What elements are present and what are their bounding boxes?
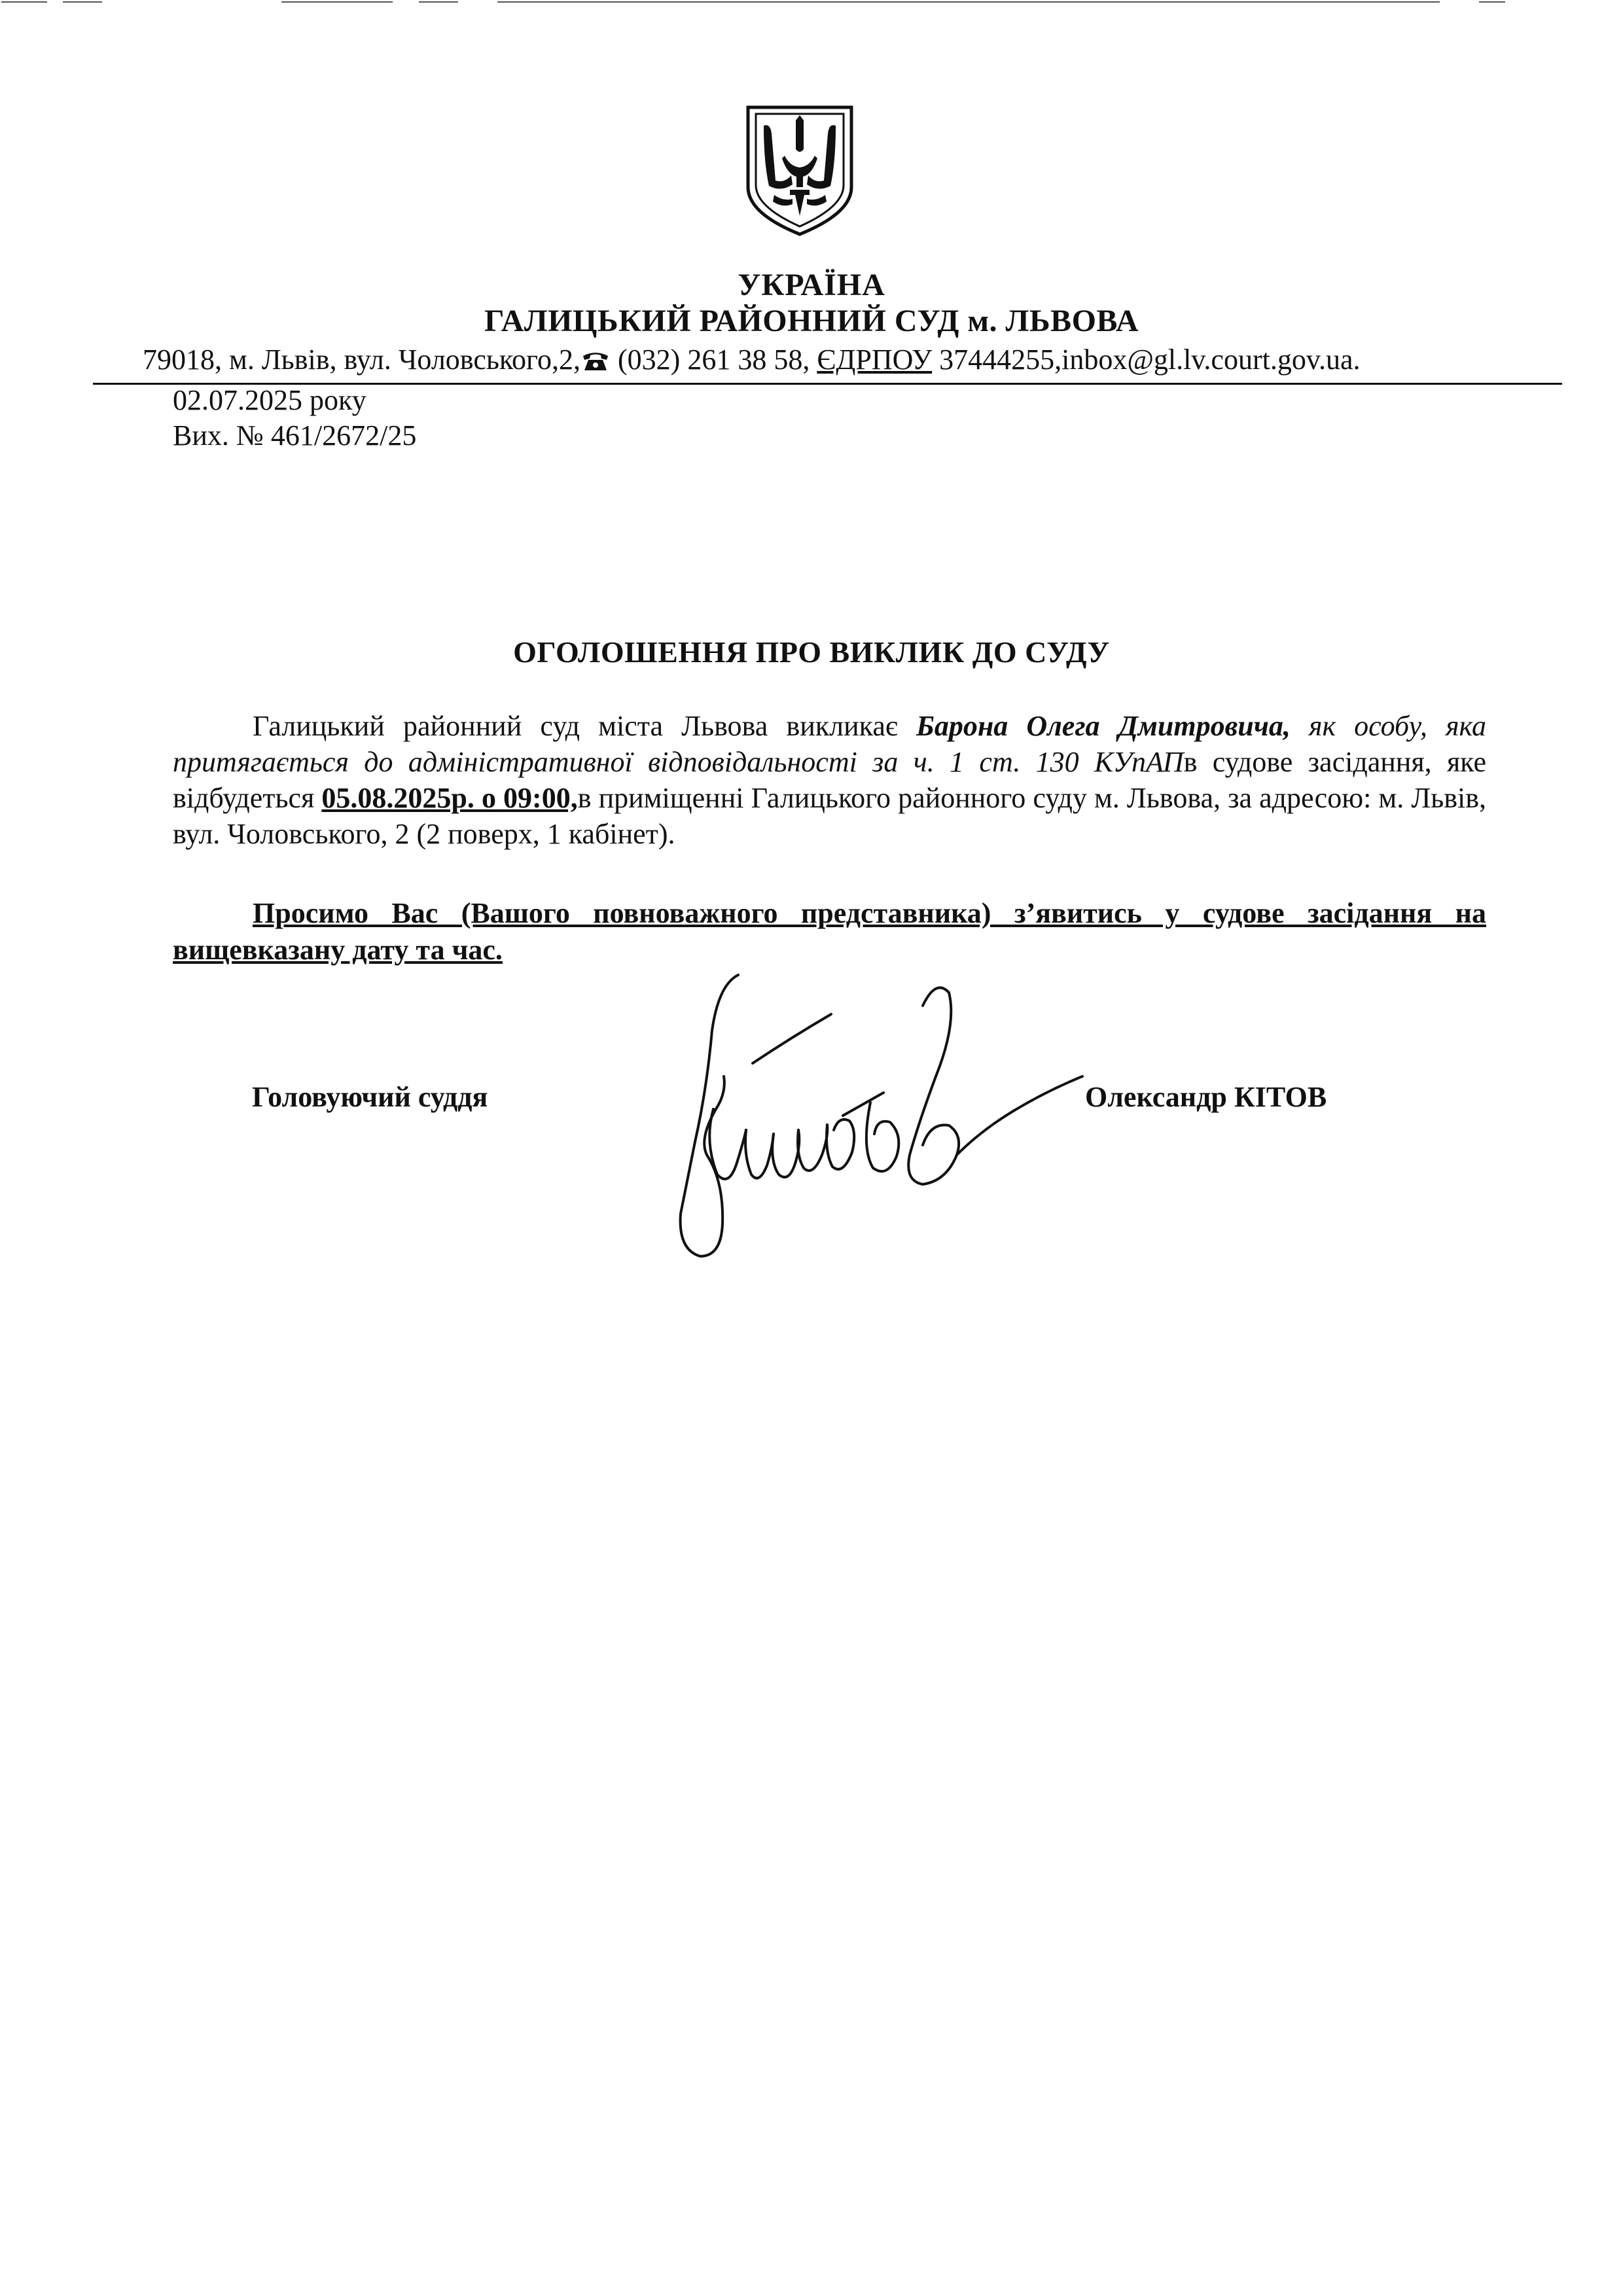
scan-edge-artifact bbox=[0, 0, 1623, 5]
telephone-icon bbox=[580, 349, 611, 372]
edrpou-code: 37444255 bbox=[939, 344, 1055, 376]
notice-title: ОГОЛОШЕННЯ ПРО ВИКЛИК ДО СУДУ bbox=[513, 635, 1110, 669]
signer-role: Головуючий суддя bbox=[252, 1081, 488, 1113]
hearing-location: в приміщенні Галицького районного суду м. Львова, за адресою: м. Львів, вул. Чоловського, 2 (2 поверх, 1 кабінет). bbox=[173, 782, 1487, 850]
legal-basis: як особу, яка притягається до адміністративної відповідальності за ч. 1 ст. 130 КУпАП bbox=[173, 710, 1487, 778]
court-phone: (032) 261 38 58 bbox=[618, 344, 803, 376]
document-date: 02.07.2025 року bbox=[173, 384, 366, 416]
edrpou-label: ЄДРПОУ bbox=[817, 344, 933, 376]
court-contacts-line: 79018, м. Львів, вул. Чоловського,2, (032) 261 38 58, ЄДРПОУ 37444255,inbox@gl.lv.court.gov.ua. bbox=[143, 344, 1361, 376]
summoned-person: Барона Олега Дмитровича, bbox=[916, 710, 1291, 742]
court-email: inbox@gl.lv.court.gov.ua. bbox=[1061, 344, 1361, 376]
header-court-name: ГАЛИЦЬКИЙ РАЙОННИЙ СУД м. ЛЬВОВА bbox=[484, 304, 1139, 338]
body-intro: Галицький районний суд міста Львова викликає bbox=[253, 710, 916, 742]
court-address: 79018, м. Львів, вул. Чоловського,2, bbox=[143, 344, 581, 376]
body-hearing-intro: в судове засідання, яке відбудеться bbox=[173, 746, 1486, 814]
coat-of-arms-trident-icon bbox=[744, 103, 855, 238]
appearance-request: Просимо Вас (Вашого повноважного представника) з’явитись у судове засідання на вищевказану дату та час. bbox=[173, 897, 1486, 966]
signer-name: Олександр КІТОВ bbox=[1085, 1081, 1327, 1113]
handwritten-signature bbox=[661, 959, 1093, 1266]
notice-body bbox=[173, 708, 1486, 852]
header-country: УКРАЇНА bbox=[738, 268, 885, 302]
hearing-datetime: 05.08.2025р. о 09:00, bbox=[321, 782, 578, 814]
outgoing-number: Вих. № 461/2672/25 bbox=[173, 419, 417, 451]
